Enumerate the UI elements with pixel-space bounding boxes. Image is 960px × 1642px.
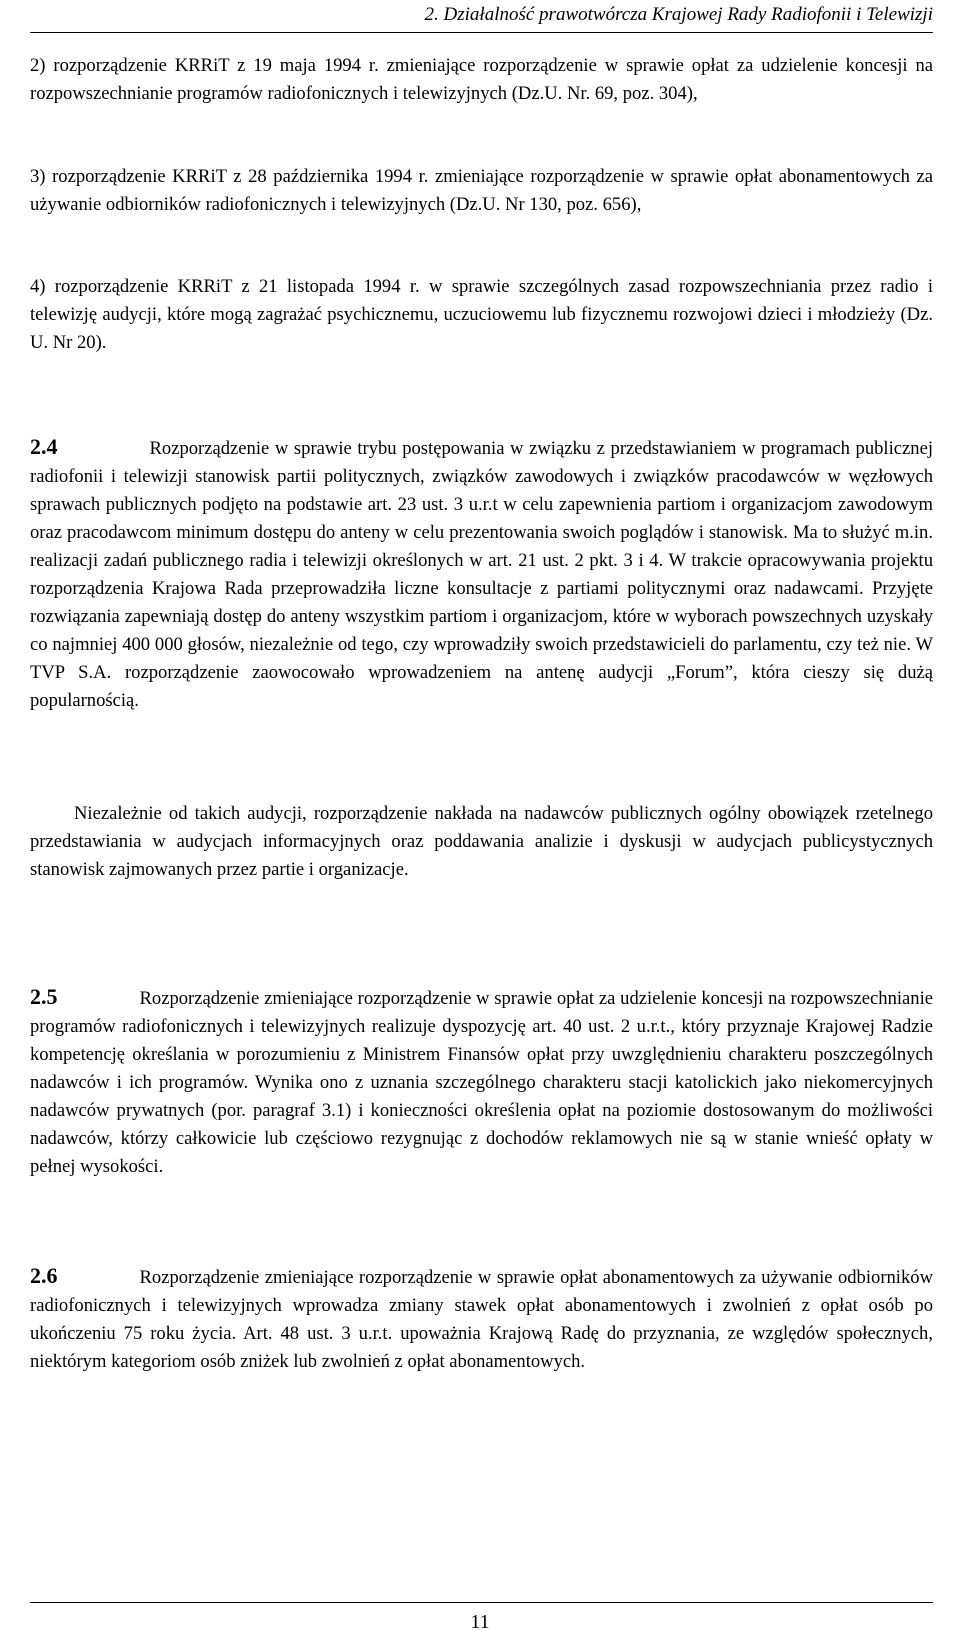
running-title: 2. Działalność prawotwórcza Krajowej Rady Radiofonii i Telewizji [424,4,933,25]
section-number: 2.5 [30,984,58,1009]
section-text: Niezależnie od takich audycji, rozporządzenie nakłada na nadawców publicznych ogólny obowiązek rzetelnego przedstawiania w audycjach informacyjnych oraz poddawania analizie i dyskusji w audycjach publicystycznych stanowisk zajmowanych przez partie i organizacje. [30,803,933,880]
page-number: 11 [470,1611,490,1633]
section-2-6 [30,1262,933,1376]
section-2-4 [30,433,933,715]
footer-divider [30,1602,933,1603]
list-item-4: 4) rozporządzenie KRRiT z 21 listopada 1994 r. w sprawie szczególnych zasad rozpowszechniania przez radio i telewizję audycji, które mogą zagrażać psychicznemu, uczuciowemu lub fizycznemu rozwojowi dzieci i młodzieży (Dz. U. Nr 20). [30,276,933,353]
section-text: Rozporządzenie w sprawie trybu postępowania w związku z przedstawianiem w programach publicznej radiofonii i telewizji stanowisk partii politycznych, związków zawodowych i związków pracodawców w węzłowych sprawach publicznych podjęto na podstawie art. 23 ust. 3 u.r.t w celu zapewnienia partiom i organizacjom zawodowym oraz pracodawcom minimum dostępu do anteny w celu prezentowania swoich poglądów i stanowisk. Ma to służyć m.in. realizacji zadań publicznego radia i telewizji określonych w art. 21 ust. 2 pkt. 3 i 4. W trakcie opracowywania projektu rozporządzenia Krajowa Rada przeprowadziła liczne konsultacje z partiami politycznymi oraz nadawcami. Przyjęte rozwiązania zapewniają dostęp do anteny wszystkim partiom i organizacjom, które w wyborach powszechnych uzyskały co najmniej 400 000 głosów, niezależnie od tego, czy wprowadziły swoich przedstawicieli do parlamentu, czy też nie. W TVP S.A. rozporządzenie zaowocowało wprowadzeniem na antenę audycji „Forum”, która cieszy się dużą popularnością. [30,438,933,711]
section-text: Rozporządzenie zmieniające rozporządzenie w sprawie opłat za udzielenie koncesji na rozpowszechnianie programów radiofonicznych i telewizyjnych realizuje dyspozycję art. 40 ust. 2 u.r.t., który przyznaje Krajowej Radzie kompetencję określania w porozumieniu z Ministrem Finansów opłat przy uwzględnieniu charakteru poszczególnych nadawców i ich programów. Wynika ono z uznania szczególnego charakteru stacji katolickich jako niekomercyjnych nadawców prywatnych (por. paragraf 3.1) i konieczności określenia opłat na poziomie dostosowanym do możliwości nadawców, którzy całkowicie lub częściowo rezygnując z dochodów reklamowych nie są w stanie wnieść opłaty w pełnej wysokości. [30,988,933,1177]
list-item-2: 2) rozporządzenie KRRiT z 19 maja 1994 r. zmieniające rozporządzenie w sprawie opłat za udzielenie koncesji na rozpowszechnianie programów radiofonicznych i telewizyjnych (Dz.U. Nr. 69, poz. 304), [30,55,933,104]
section-2-4-continuation [30,800,933,884]
section-text: Rozporządzenie zmieniające rozporządzenie w sprawie opłat abonamentowych za używanie odbiorników radiofonicznych i telewizyjnych wprowadza zmiany stawek opłat abonamentowych i zwolnień z opłat osób po ukończeniu 75 roku życia. Art. 48 ust. 3 u.r.t. upoważnia Krajową Radę do przyznania, ze względów społecznych, niektórym kategoriom osób zniżek lub zwolnień z opłat abonamentowych. [30,1267,933,1372]
section-2-5 [30,983,933,1181]
list-item-3: 3) rozporządzenie KRRiT z 28 października 1994 r. zmieniające rozporządzenie w sprawie opłat abonamentowych za używanie odbiorników radiofonicznych i telewizyjnych (Dz.U. Nr 130, poz. 656), [30,166,933,215]
section-number: 2.4 [30,434,58,459]
running-header [30,2,933,33]
section-number: 2.6 [30,1263,58,1288]
